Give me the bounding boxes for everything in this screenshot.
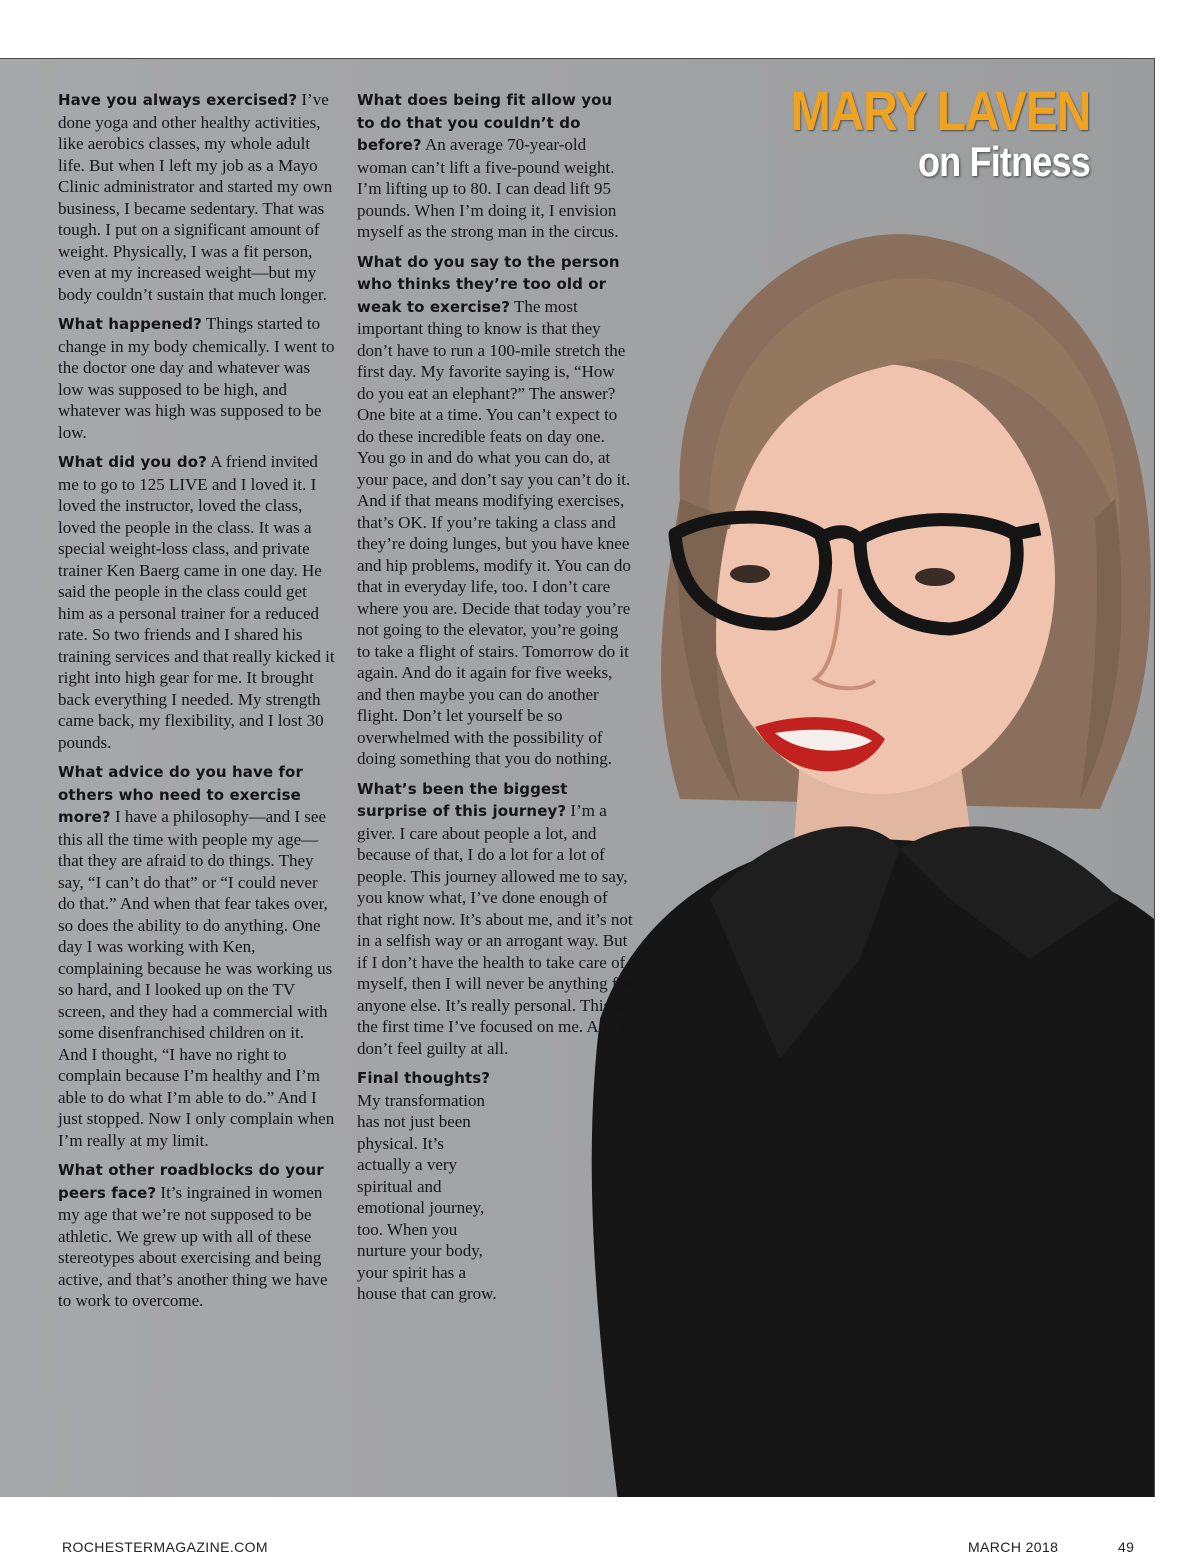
page-number: 49: [1118, 1539, 1135, 1555]
question: Final thoughts?: [357, 1069, 491, 1087]
qa-paragraph: [58, 761, 336, 1151]
question: What advice do you have for others who need to exercise more?: [58, 763, 303, 826]
answer: I have a philosophy—and I see this all the time with people my age—that they are afraid to do things. They say, “I can’t do that” or “I could never do that.” And when that fear takes over, so does the ability to do anything. One day I was working with Ken, complaining because he was working us so hard, and I looked up on the TV screen, and they had a commercial with some disenfranchised children on it. And I thought, “I have no right to complain because I’m healthy and I’m able to do what I’m able to do.” And I just stopped. Now I only complain when I’m really at my limit.: [58, 807, 335, 1150]
answer: I’m a giver. I care about people a lot, and because of that, I do a lot for a lot of people. This journey allowed me to say, you know what, I’ve done enough of that right now. It’s about me, and it’s not in a selfish way or an arrogant way. But if I don’t have the health to take care of myself, then I will never be anything for anyone else. It’s really personal. This is the first time I’ve focused on me. And I don’t feel guilty at all.: [357, 801, 633, 1058]
portrait-photo: [560, 199, 1155, 1497]
footer-issue: MARCH 2018: [968, 1539, 1059, 1555]
qa-paragraph: [58, 1159, 336, 1312]
question: What’s been the biggest surprise of this journey?: [357, 779, 568, 820]
headline-subtitle: on Fitness: [917, 138, 1090, 185]
headline-name: MARY LAVEN: [790, 79, 1090, 142]
answer: My transformation has not just been physical. It’s actually a very spiritual and emotional journey, too. When you nurture your body, your spirit has a house that can grow.: [357, 1090, 497, 1303]
answer: Things started to change in my body chemically. I went to the doctor one day and whatever was low was supposed to be high, and whatever was high was supposed to be low.: [58, 314, 335, 442]
question: What do you say to the person who thinks they’re too old or weak to exercise?: [357, 252, 620, 316]
qa-paragraph: [357, 251, 635, 770]
jacket: [592, 839, 1154, 1497]
question: What other roadblocks do your peers face?: [58, 1161, 324, 1202]
left-eye: [730, 565, 770, 583]
answer: An average 70-year-old woman can’t lift a five-pound weight. I’m lifting up to 80. I can dead lift 95 pounds. When I’m doing it, I envision myself as the strong man in the circus.: [357, 135, 619, 241]
headline: [742, 79, 1090, 185]
answer: A friend invited me to go to 125 LIVE and I loved it. I loved the instructor, loved the class, loved the people in the class. It was a special weight-loss class, and private trainer Ken Baerg came in one day. He said the people in the class could get him as a personal trainer for a reduced rate. So two friends and I shared his training services and that really kicked it right into high gear for me. It brought back everything I needed. My strength came back, my flexibility, and I lost 30 pounds.: [58, 452, 335, 752]
question: Have you always exercised?: [58, 91, 298, 109]
article-column-2: [357, 89, 635, 1313]
article-column-1: [58, 89, 336, 1320]
answer: It’s ingrained in women my age that we’re not supposed to be athletic. We grew up with all of these stereotypes about exercising and being active, and that’s another thing we have to work to overcome.: [58, 1182, 328, 1310]
answer: The most important thing to know is that they don’t have to run a 100-mile stretch the first day. My favorite saying is, “How do you eat an elephant?” The answer? One bite at a time. You can’t expect to do these incredible feats on day one. You go in and do what you can do, at your pace, and don’t say you can’t do it. And if that means modifying exercises, that’s OK. If you’re taking a class and they’re doing lunges, but you have knee and hip problems, modify it. You can do that in everyday life, too. I don’t care where you are. Decide that today you’re not going to the elevator, you’re going to take a flight of stairs. Tomorrow do it again. And do it again for five weeks, and then maybe you can do another flight. Don’t let yourself be so overwhelmed with the possibility of doing something that you do nothing.: [357, 296, 631, 768]
answer: I’ve done yoga and other healthy activities, like aerobics classes, my whole adult life. But when I left my job as a Mayo Clinic administrator and started my own business, I became sedentary. That was tough. I put on a significant amount of weight. Physically, I was a fit person, even at my increased weight—but my body couldn’t sustain that much longer.: [58, 90, 333, 304]
right-eye: [915, 568, 955, 586]
question: What does being fit allow you to do that you couldn’t do before?: [357, 91, 613, 154]
qa-paragraph: [58, 451, 336, 753]
qa-paragraph: [58, 313, 336, 443]
question: What happened?: [58, 315, 202, 333]
qa-paragraph-final: [357, 1067, 497, 1305]
qa-paragraph: [357, 89, 635, 243]
qa-paragraph: [357, 778, 635, 1060]
footer-website: ROCHESTERMAGAZINE.COM: [62, 1539, 268, 1555]
qa-paragraph: [58, 89, 336, 305]
question: What did you do?: [58, 453, 207, 471]
article-panel: [0, 58, 1155, 1497]
